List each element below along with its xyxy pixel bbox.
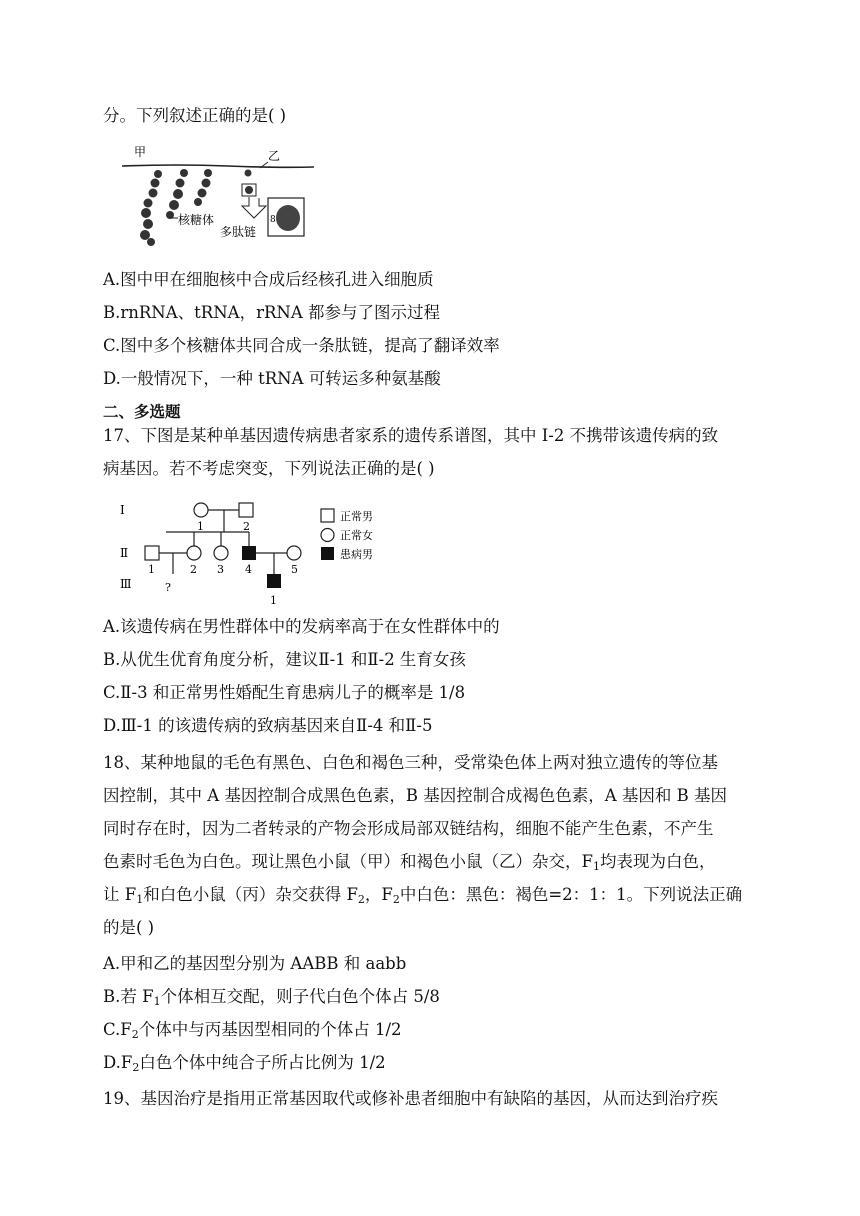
q18-stem-line3: 同时存在时，因为二者转录的产物会形成局部双链结构，细胞不能产生色素，不产生 bbox=[103, 819, 714, 838]
svg-text:1: 1 bbox=[270, 594, 277, 607]
pedigree-chart bbox=[118, 494, 398, 610]
svg-text:8: 8 bbox=[270, 215, 276, 225]
q17-option-d: D.Ⅲ-1 的该遗传病的致病基因来自Ⅱ-4 和Ⅱ-5 bbox=[103, 716, 433, 735]
q18-stem-line6: 的是( ) bbox=[103, 918, 155, 937]
q18-stem-line2: 因控制，其中 A 基因控制合成黑色色素，B 基因控制合成褐色色素，A 基因和 B 基因 bbox=[103, 786, 728, 805]
q17-option-a: A.该遗传病在男性群体中的发病率高于在女性群体中的 bbox=[103, 617, 500, 636]
q16-option-a: A.图中甲在细胞核中合成后经核孔进入细胞质 bbox=[103, 270, 434, 289]
translation-figure bbox=[118, 142, 318, 248]
svg-text:5: 5 bbox=[291, 563, 298, 576]
gen-1-label: Ⅰ bbox=[120, 503, 125, 517]
q18-option-c: $C.F_2$个体中与丙基因型相同的个体占 1/2 bbox=[103, 1020, 402, 1041]
q16-option-d: D.一般情况下，一种 tRNA 可转运多种氨基酸 bbox=[103, 369, 441, 388]
q18-option-a: A.甲和乙的基因型分别为 AABB 和 aabb bbox=[103, 954, 407, 973]
q17-stem-line1: 17、下图是某种单基因遗传病患者家系的遗传系谱图，其中 I-2 不携带该遗传病的致 bbox=[103, 426, 719, 445]
legend-affected-male: 患病男 bbox=[340, 548, 373, 561]
q17-option-b: B.从优生优育角度分析，建议Ⅱ-1 和Ⅱ-2 生育女孩 bbox=[103, 650, 466, 669]
q17-stem-line2: 病基因。若不考虑突变，下列说法正确的是( ) bbox=[103, 459, 435, 478]
svg-text:?: ? bbox=[165, 581, 171, 594]
q18-stem-line4: 色素时毛色为白色。现让黑色小鼠（甲）和褐色小鼠（乙）杂交，$F_1$均表现为白色， bbox=[103, 852, 716, 873]
q16-option-c: C.图中多个核糖体共同合成一条肽链，提高了翻译效率 bbox=[103, 336, 500, 355]
legend-normal-female: 正常女 bbox=[340, 529, 373, 542]
svg-text:3: 3 bbox=[217, 563, 224, 576]
svg-text:2: 2 bbox=[190, 563, 197, 576]
q18-option-d: $D.F_2$白色个体中纯合子所占比例为 1/2 bbox=[103, 1053, 386, 1074]
gen-3-label: Ⅲ bbox=[120, 577, 132, 591]
label-yi: 乙 bbox=[268, 149, 281, 163]
svg-text:1: 1 bbox=[148, 563, 155, 576]
q19-stem-line1: 19、基因治疗是指用正常基因取代或修补患者细胞中有缺陷的基因，从而达到治疗疾 bbox=[103, 1089, 718, 1108]
section-heading: 二、多选题 bbox=[103, 403, 181, 421]
svg-text:2: 2 bbox=[243, 520, 250, 533]
svg-text:4: 4 bbox=[245, 563, 252, 576]
gen-2-label: Ⅱ bbox=[120, 546, 129, 560]
q18-stem-line1: 18、某种地鼠的毛色有黑色、白色和褐色三种，受常染色体上两对独立遗传的等位基 bbox=[103, 753, 718, 772]
label-ribosome: 核糖体 bbox=[178, 213, 215, 227]
svg-text:1: 1 bbox=[197, 520, 204, 533]
q18-option-b: B.若 $F_1$个体相互交配，则子代白色个体占 5/8 bbox=[103, 987, 440, 1008]
label-peptide: 多肽链 bbox=[220, 225, 257, 239]
q18-stem-line5: 让 $F_1$和白色小鼠（丙）杂交获得 $F_2$，$F_2$中白色：黑色：褐色=2：1：1。下列说法正确 bbox=[103, 885, 743, 906]
label-jia: 甲 bbox=[134, 145, 147, 159]
q16-option-b: B.rnRNA、tRNA，rRNA 都参与了图示过程 bbox=[103, 303, 440, 322]
q17-option-c: C.Ⅱ-3 和正常男性婚配生育患病儿子的概率是 1/8 bbox=[103, 683, 466, 702]
q16-stem: 分。下列叙述正确的是( ) bbox=[103, 106, 287, 125]
legend-normal-male: 正常男 bbox=[340, 510, 373, 523]
